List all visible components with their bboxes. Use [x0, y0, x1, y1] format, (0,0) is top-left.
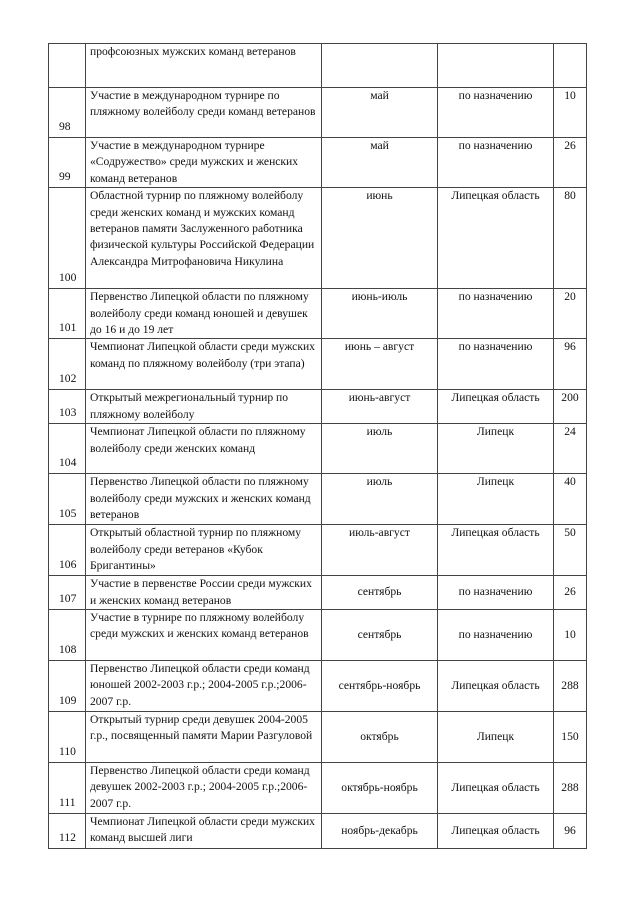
event-name: профсоюзных мужских команд ветеранов	[86, 44, 322, 88]
row-number: 104	[49, 424, 86, 474]
participant-count: 96	[554, 339, 587, 390]
event-place: Липецкая область	[438, 525, 554, 576]
table-row	[49, 763, 587, 814]
table-row	[49, 138, 587, 188]
participant-count: 50	[554, 525, 587, 576]
participant-count: 200	[554, 390, 587, 424]
participant-count: 288	[554, 763, 587, 814]
event-place: Липецкая область	[438, 763, 554, 814]
table-row	[49, 44, 587, 88]
participant-count: 80	[554, 188, 587, 289]
event-name: Чемпионат Липецкой области среди мужских команд высшей лиги	[86, 814, 322, 849]
participant-count: 26	[554, 576, 587, 610]
event-place: Липецкая область	[438, 188, 554, 289]
event-period: октябрь	[322, 712, 438, 763]
event-place: Липецк	[438, 712, 554, 763]
row-number: 101	[49, 289, 86, 339]
row-number: 100	[49, 188, 86, 289]
event-name: Первенство Липецкой области по пляжному волейболу среди команд юношей и девушек до 16 и до 19 лет	[86, 289, 322, 339]
event-period: сентябрь-ноябрь	[322, 661, 438, 712]
row-number: 112	[49, 814, 86, 849]
event-name: Участие в турнире по пляжному волейболу среди мужских и женских команд ветеранов	[86, 610, 322, 661]
row-number	[49, 44, 86, 88]
participant-count: 288	[554, 661, 587, 712]
participant-count: 10	[554, 88, 587, 138]
event-name: Областной турнир по пляжному волейболу среди женских команд и мужских команд ветеранов памяти Заслуженного работника физической культуры Российской Федерации Александра Митрофановича Никулина	[86, 188, 322, 289]
event-name: Открытый межрегиональный турнир по пляжному волейболу	[86, 390, 322, 424]
row-number: 111	[49, 763, 86, 814]
table-row	[49, 610, 587, 661]
event-period	[322, 44, 438, 88]
participant-count	[554, 44, 587, 88]
event-place: Липецкая область	[438, 390, 554, 424]
event-period: сентябрь	[322, 576, 438, 610]
row-number: 98	[49, 88, 86, 138]
row-number: 99	[49, 138, 86, 188]
participant-count: 26	[554, 138, 587, 188]
event-name: Первенство Липецкой области среди команд юношей 2002-2003 г.р.; 2004-2005 г.р.;2006-2007 г.р.	[86, 661, 322, 712]
event-name: Участие в первенстве России среди мужских и женских команд ветеранов	[86, 576, 322, 610]
row-number: 109	[49, 661, 86, 712]
event-period: ноябрь-декабрь	[322, 814, 438, 849]
event-period: май	[322, 88, 438, 138]
table-row	[49, 525, 587, 576]
table-row	[49, 289, 587, 339]
table-row	[49, 474, 587, 525]
row-number: 102	[49, 339, 86, 390]
row-number: 107	[49, 576, 86, 610]
event-period: сентябрь	[322, 610, 438, 661]
event-name: Открытый турнир среди девушек 2004-2005 г.р., посвященный памяти Марии Разгуловой	[86, 712, 322, 763]
participant-count: 40	[554, 474, 587, 525]
event-place: по назначению	[438, 88, 554, 138]
event-name: Первенство Липецкой области среди команд девушек 2002-2003 г.р.; 2004-2005 г.р.;2006-2007 г.р.	[86, 763, 322, 814]
table-row	[49, 712, 587, 763]
event-period: октябрь-ноябрь	[322, 763, 438, 814]
event-place	[438, 44, 554, 88]
table-row	[49, 339, 587, 390]
row-number: 110	[49, 712, 86, 763]
event-name: Чемпионат Липецкой области по пляжному волейболу среди женских команд	[86, 424, 322, 474]
table-row	[49, 576, 587, 610]
participant-count: 10	[554, 610, 587, 661]
table-row	[49, 390, 587, 424]
row-number: 108	[49, 610, 86, 661]
table-row	[49, 88, 587, 138]
events-table	[48, 43, 587, 849]
table-row	[49, 424, 587, 474]
event-place: по назначению	[438, 339, 554, 390]
event-place: по назначению	[438, 289, 554, 339]
event-place: Липецк	[438, 424, 554, 474]
event-place: Липецкая область	[438, 661, 554, 712]
participant-count: 20	[554, 289, 587, 339]
row-number: 103	[49, 390, 86, 424]
event-period: июль-август	[322, 525, 438, 576]
event-name: Первенство Липецкой области по пляжному волейболу среди мужских и женских команд ветеранов	[86, 474, 322, 525]
event-period: июнь-июль	[322, 289, 438, 339]
table-row	[49, 661, 587, 712]
event-period: июнь	[322, 188, 438, 289]
event-name: Открытый областной турнир по пляжному волейболу среди ветеранов «Кубок Бригантины»	[86, 525, 322, 576]
table-row	[49, 814, 587, 849]
event-place: по назначению	[438, 138, 554, 188]
participant-count: 150	[554, 712, 587, 763]
event-name: Участие в международном турнире «Содружество» среди мужских и женских команд ветеранов	[86, 138, 322, 188]
event-name: Участие в международном турнире по пляжному волейболу среди команд ветеранов	[86, 88, 322, 138]
event-place: Липецк	[438, 474, 554, 525]
event-period: июнь-август	[322, 390, 438, 424]
event-period: май	[322, 138, 438, 188]
participant-count: 24	[554, 424, 587, 474]
event-place: по назначению	[438, 576, 554, 610]
row-number: 106	[49, 525, 86, 576]
event-period: июль	[322, 474, 438, 525]
event-place: по назначению	[438, 610, 554, 661]
event-place: Липецкая область	[438, 814, 554, 849]
row-number: 105	[49, 474, 86, 525]
table-row	[49, 188, 587, 289]
event-name: Чемпионат Липецкой области среди мужских команд по пляжному волейболу (три этапа)	[86, 339, 322, 390]
participant-count: 96	[554, 814, 587, 849]
event-period: июль	[322, 424, 438, 474]
event-period: июнь – август	[322, 339, 438, 390]
